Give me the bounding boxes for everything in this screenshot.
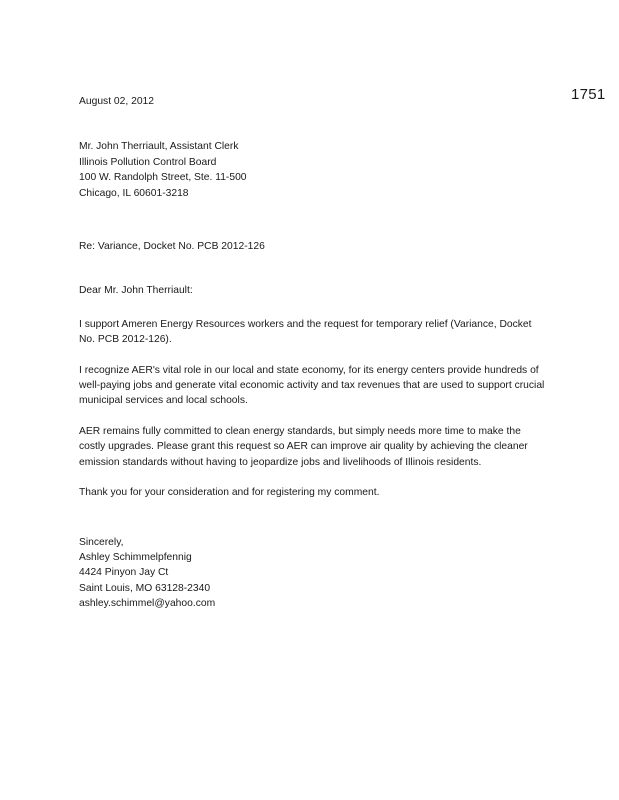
recipient-name: Mr. John Therriault, Assistant Clerk bbox=[79, 141, 239, 153]
letter-date: August 02, 2012 bbox=[79, 96, 154, 107]
salutation: Dear Mr. John Therriault: bbox=[79, 285, 193, 297]
recipient-city: Chicago, IL 60601-3218 bbox=[79, 187, 189, 199]
body-paragraph: AER remains fully committed to clean energy standards, but simply needs more time to make the costly upgrades. Please grant this request so AER can improve air quality by achieving the cleaner emission standards without having to jeopardize jobs and livelihoods of Illinois residents. bbox=[79, 425, 528, 468]
body-paragraph: Thank you for your consideration and for registering my comment. bbox=[79, 487, 380, 499]
page-number: 1751 bbox=[571, 86, 606, 103]
recipient-address bbox=[79, 139, 549, 201]
recipient-street: 100 W. Randolph Street, Ste. 11-500 bbox=[79, 172, 247, 184]
subject-line: Re: Variance, Docket No. PCB 2012-126 bbox=[79, 241, 265, 253]
sender-name: Ashley Schimmelpfennig bbox=[79, 551, 192, 563]
closing-phrase: Sincerely, bbox=[79, 536, 124, 548]
sender-city: Saint Louis, MO 63128-2340 bbox=[79, 582, 211, 594]
letter bbox=[79, 94, 549, 612]
signature-block bbox=[79, 535, 549, 612]
body-paragraph: I support Ameren Energy Resources workers and the request for temporary relief (Variance, Docket No. PCB 2012-126). bbox=[79, 318, 532, 346]
body-paragraph: I recognize AER's vital role in our local and state economy, for its energy centers provide hundreds of well-paying jobs and generate vital economic activity and tax revenues that are used to support crucial municipal services and local schools. bbox=[79, 364, 545, 407]
sender-email: ashley.schimmel@yahoo.com bbox=[79, 598, 216, 610]
recipient-organization: Illinois Pollution Control Board bbox=[79, 156, 217, 168]
sender-street: 4424 Pinyon Jay Ct bbox=[79, 567, 169, 579]
